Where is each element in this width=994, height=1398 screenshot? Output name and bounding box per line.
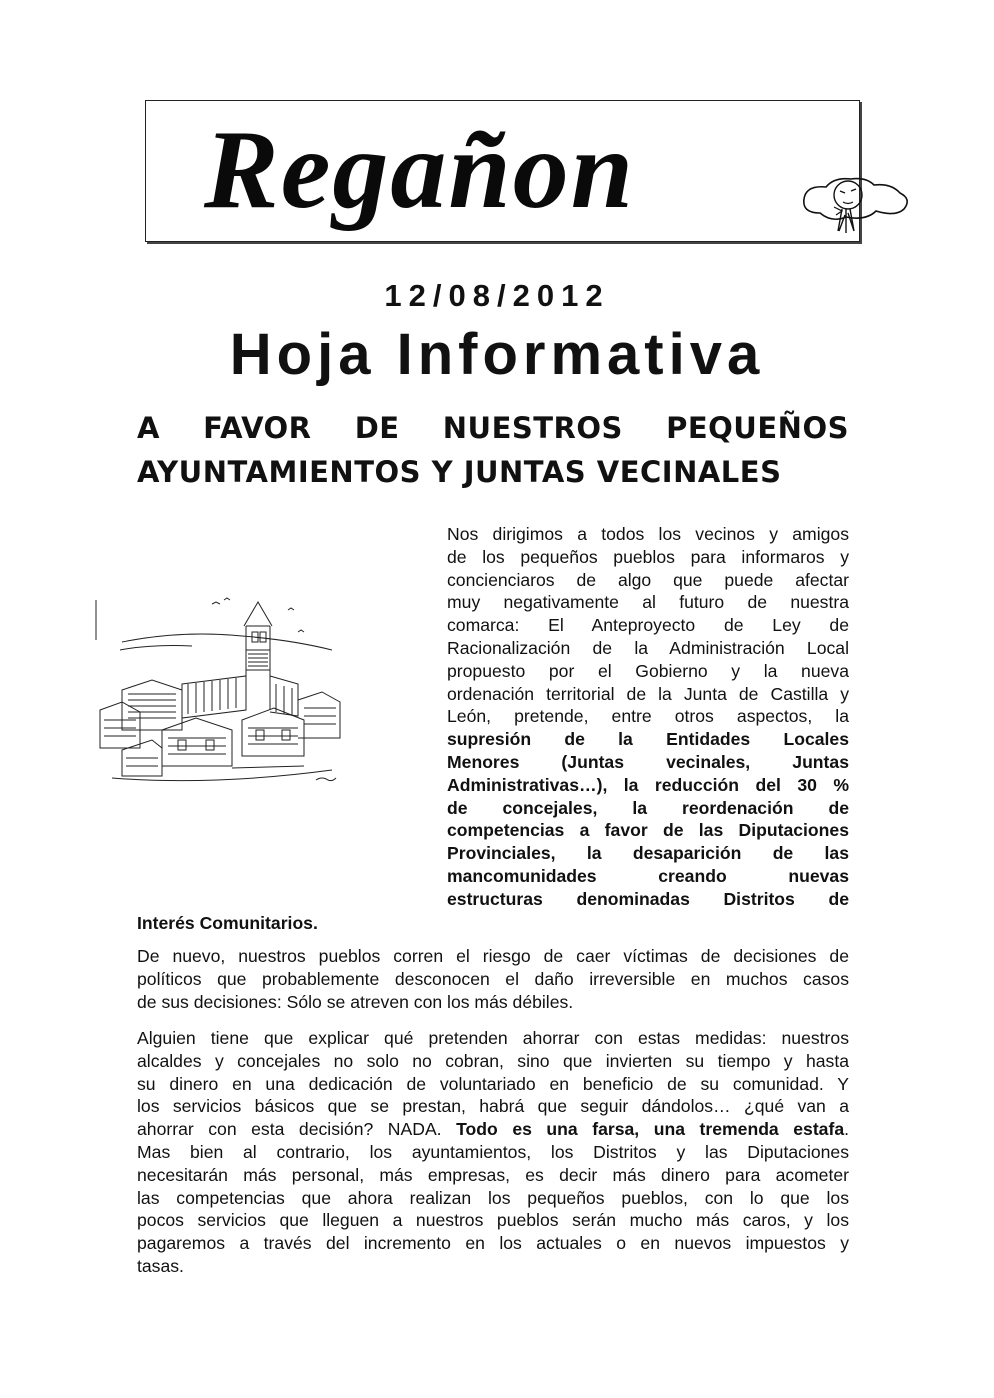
text-line: Nos dirigimos a todos los vecinos y amigos xyxy=(447,524,849,544)
masthead-box xyxy=(145,100,860,242)
text-line: su dinero en una dedicación de voluntariado en beneficio de su comunidad. Y xyxy=(137,1073,849,1094)
headline-line-2: AYUNTAMIENTOS Y JUNTAS VECINALES xyxy=(137,455,782,489)
text-line: pagaremos a través del incremento en los actuales o en nuevos impuestos y xyxy=(137,1233,849,1254)
bold-text-fragment: Todo es una farsa, una tremenda estafa xyxy=(456,1119,845,1140)
text-line: ordenación territorial de la Junta de Castilla y xyxy=(447,683,849,704)
text-line: muy negativamente al futuro de nuestra xyxy=(447,592,849,613)
village-church-illustration xyxy=(92,580,344,790)
newspaper-title: Regañon xyxy=(204,108,635,232)
text-line: alcaldes y concejales no solo no cobran, sino que invierten su tiempo y hasta xyxy=(137,1050,849,1071)
headline-word: PEQUEÑOS xyxy=(666,411,849,445)
paragraph-1 xyxy=(137,945,849,1013)
text-line: Racionalización de la Administración Local xyxy=(447,637,849,658)
intro-tail: Interés Comunitarios. xyxy=(137,913,318,933)
headline-word: A xyxy=(137,411,160,445)
text-line: propuesto por el Gobierno y la nueva xyxy=(447,660,849,681)
text-fragment: . xyxy=(844,1119,850,1140)
headline-line-1 xyxy=(137,406,849,450)
text-fragment: ahorrar con esta decisión? NADA. xyxy=(137,1119,457,1140)
text-line: las competencias que ahora realizan los pequeños pueblos, con lo que los xyxy=(137,1187,849,1208)
headline-word: FAVOR xyxy=(203,411,312,445)
bold-text-line: Menores (Juntas vecinales, Juntas xyxy=(447,751,849,772)
text-line: León, pretende, entre otros aspectos, la xyxy=(447,706,849,727)
bold-text-line: de concejales, la reordenación de xyxy=(447,797,849,818)
headline-word: NUESTROS xyxy=(442,411,623,445)
issue-date: 12/08/2012 xyxy=(384,278,610,313)
text-line: necesitarán más personal, más empresas, es decir más dinero para acometer xyxy=(137,1164,849,1185)
bold-text-line: estructuras denominadas Distritos de xyxy=(447,888,849,909)
text-line: políticos que probablemente desconocen el daño irreversible en muchos casos xyxy=(137,968,849,989)
cartoon-face-logo-icon xyxy=(796,177,916,237)
bold-text-line: supresión de la Entidades Locales xyxy=(447,729,849,750)
text-line-mixed xyxy=(137,1118,849,1141)
paragraph-2 xyxy=(137,1027,849,1278)
text-line: concienciaros de algo que puede afectar xyxy=(447,569,849,590)
text-line: de sus decisiones: Sólo se atreven con los más débiles. xyxy=(137,991,574,1012)
headline-word: DE xyxy=(354,411,400,445)
text-line: Alguien tiene que explicar qué pretenden ahorrar con estas medidas: nuestros xyxy=(137,1028,849,1048)
text-line: Mas bien al contrario, los ayuntamientos, los Distritos y las Diputaciones xyxy=(137,1141,849,1162)
text-line: tasas. xyxy=(137,1255,184,1276)
sheet-title: Hoja Informativa xyxy=(229,322,765,387)
headline xyxy=(137,406,849,494)
bold-text-line: competencias a favor de las Diputaciones xyxy=(447,820,849,841)
text-line: comarca: El Anteproyecto de Ley de xyxy=(447,615,849,636)
text-line: los servicios básicos que se prestan, habrá que seguir dándolos… ¿qué van a xyxy=(137,1096,849,1117)
text-line: pocos servicios que lleguen a nuestros pueblos serán mucho más caros, y los xyxy=(137,1210,849,1231)
intro-column xyxy=(447,523,849,911)
text-line: de los pequeños pueblos para informaros y xyxy=(447,546,849,567)
bold-text-line: mancomunidades creando nuevas xyxy=(447,865,849,886)
bold-text-line: Provinciales, la desaparición de las xyxy=(447,843,849,864)
bold-text-line: Administrativas…), la reducción del 30 % xyxy=(447,774,849,795)
text-line: De nuevo, nuestros pueblos corren el riesgo de caer víctimas de decisiones de xyxy=(137,946,849,966)
